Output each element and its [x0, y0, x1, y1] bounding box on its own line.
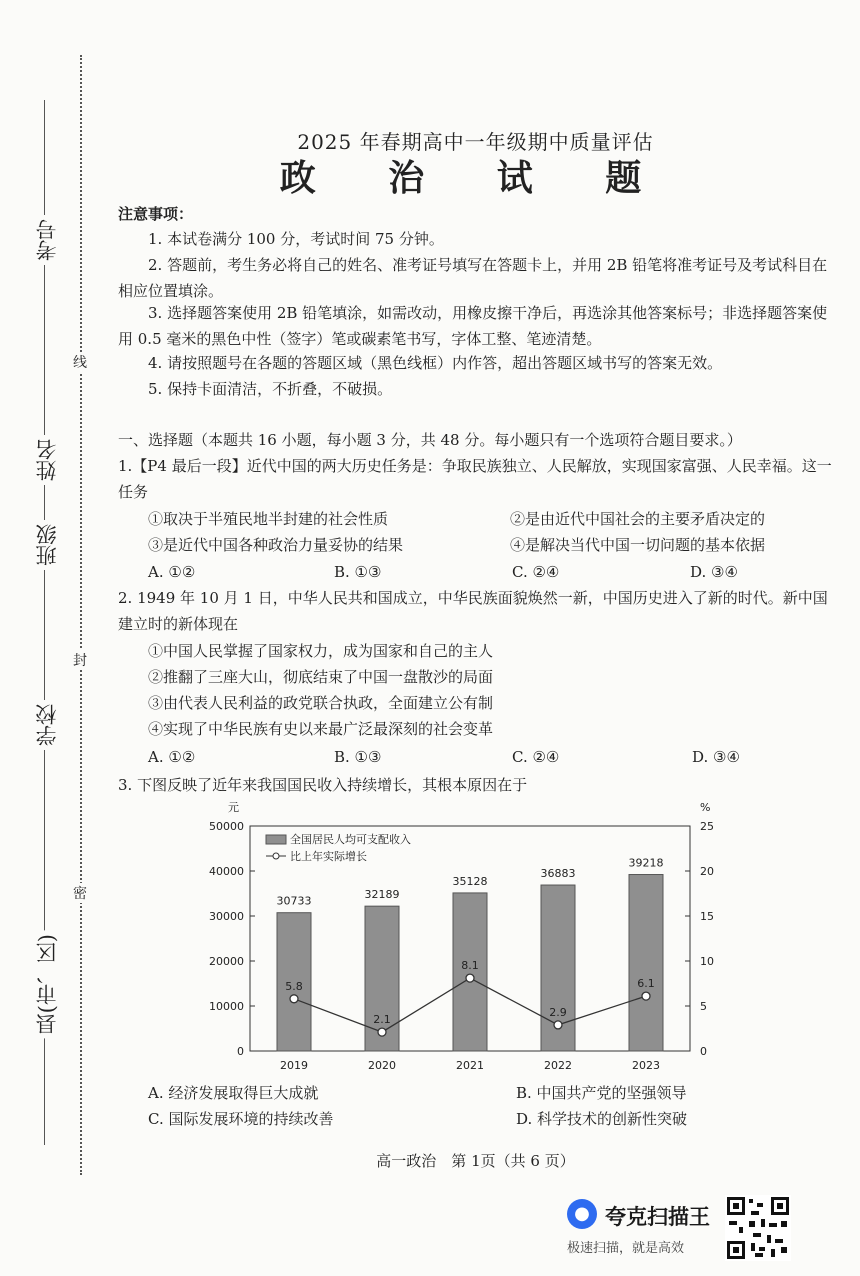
- bar-value-label: 32189: [364, 888, 400, 902]
- brand-tagline: 极速扫描，就是高效: [567, 1241, 685, 1256]
- notes-heading: 注意事项：: [118, 205, 194, 223]
- y-right-tick-label: 10: [700, 955, 714, 968]
- q2-option-a[interactable]: A. ①②: [148, 748, 196, 766]
- question-2-stem: 2. 1949 年 10 月 1 日，中华人民共和国成立，中华民族面貌焕然一新，中国历史进入了新的时代。新中国建立时的新体现在: [118, 589, 828, 633]
- scanner-watermark: [565, 1195, 855, 1265]
- bar-value-label: 36883: [540, 867, 576, 881]
- binding-margin: [0, 0, 100, 1180]
- growth-value-label: 8.1: [461, 959, 479, 973]
- y-left-tick-label: 40000: [209, 865, 244, 878]
- note-item: 5. 保持卡面清洁，不折叠，不破损。: [148, 380, 393, 398]
- q2-option-d[interactable]: D. ③④: [692, 748, 740, 766]
- y-left-unit: 元: [228, 801, 239, 814]
- label-exam-number: 考号: [32, 215, 56, 265]
- bar: [629, 875, 663, 1051]
- label-school: 学校: [32, 700, 56, 750]
- y-right-tick-label: 20: [700, 865, 714, 878]
- bar-value-label: 30733: [276, 894, 312, 908]
- seal-dotted-line: [80, 55, 82, 1175]
- note-item: 2. 答题前，考生务必将自己的姓名、准考证号填写在答题卡上，并用 2B 铅笔将准考证号及考试科目在相应位置填涂。: [118, 256, 828, 300]
- y-left-tick-label: 10000: [209, 1000, 244, 1013]
- legend-line-label: 比上年实际增长: [290, 850, 367, 863]
- note-item: 4. 请按照题号在各题的答题区域（黑色线框）内作答，超出答题区域书写的答案无效。: [148, 354, 723, 372]
- y-left-tick-label: 30000: [209, 910, 244, 923]
- x-tick-label: 2021: [456, 1059, 484, 1072]
- q1-statement: ④是解决当代中国一切问题的基本依据: [510, 536, 766, 554]
- bar-value-label: 35128: [452, 874, 488, 888]
- quark-logo-icon: ●: [567, 1199, 597, 1229]
- q3-option-b[interactable]: B. 中国共产党的坚强领导: [516, 1084, 687, 1102]
- question-3-stem: 3. 下图反映了近年来我国国民收入持续增长，其根本原因在于: [118, 776, 528, 794]
- section-heading: 一、选择题（本题共 16 小题，每小题 3 分，共 48 分。每小题只有一个选项符合题目要求。）: [118, 431, 742, 449]
- label-county: 县(市、区): [32, 930, 56, 1038]
- growth-value-label: 2.1: [373, 1013, 391, 1027]
- q3-option-c[interactable]: C. 国际发展环境的持续改善: [148, 1110, 334, 1128]
- q1-option-b[interactable]: B. ①③: [334, 563, 382, 581]
- growth-point: [290, 995, 298, 1003]
- label-name: 姓名: [32, 435, 56, 485]
- x-tick-label: 2023: [632, 1059, 660, 1072]
- x-tick-label: 2022: [544, 1059, 572, 1072]
- q2-statement: ②推翻了三座大山，彻底结束了中国一盘散沙的局面: [148, 668, 494, 686]
- q2-option-b[interactable]: B. ①③: [334, 748, 382, 766]
- x-tick-label: 2020: [368, 1059, 396, 1072]
- brand-name: 夸克扫描王: [605, 1205, 710, 1229]
- q2-statement: ④实现了中华民族有史以来最广泛最深刻的社会变革: [148, 720, 494, 738]
- q3-option-d[interactable]: D. 科学技术的创新性突破: [516, 1110, 688, 1128]
- legend-bar-swatch: [266, 835, 286, 844]
- growth-point: [378, 1028, 386, 1036]
- y-right-tick-label: 25: [700, 820, 714, 833]
- y-left-tick-label: 20000: [209, 955, 244, 968]
- y-left-tick-label: 0: [237, 1045, 244, 1058]
- y-right-tick-label: 0: [700, 1045, 707, 1058]
- seal-char-line: 线: [70, 352, 90, 372]
- q2-statement: ①中国人民掌握了国家权力，成为国家和自己的主人: [148, 642, 494, 660]
- question-1-stem: 1.【P4 最后一段】近代中国的两大历史任务是：争取民族独立、人民解放，实现国家富强、人民幸福。这一任务: [118, 457, 832, 501]
- q1-option-d[interactable]: D. ③④: [690, 563, 738, 581]
- bar-value-label: 39218: [628, 856, 664, 870]
- q1-option-c[interactable]: C. ②④: [512, 563, 560, 581]
- y-right-unit: %: [700, 801, 711, 814]
- seal-char-seal: 封: [70, 650, 90, 670]
- income-chart: [200, 796, 740, 1078]
- q1-statement: ②是由近代中国社会的主要矛盾决定的: [510, 510, 766, 528]
- qr-code-icon: [725, 1195, 791, 1261]
- growth-value-label: 5.8: [285, 979, 303, 993]
- q2-statement: ③由代表人民利益的政党联合执政，全面建立公有制: [148, 694, 494, 712]
- q2-option-c[interactable]: C. ②④: [512, 748, 560, 766]
- q1-option-a[interactable]: A. ①②: [148, 563, 196, 581]
- growth-point: [466, 974, 474, 982]
- note-item: 3. 选择题答案使用 2B 铅笔填涂，如需改动，用橡皮擦干净后，再选涂其他答案标号；非选择题答案使用 0.5 毫米的黑色中性（签字）笔或碳素笔书写，字体工整、笔迹清楚。: [118, 304, 828, 348]
- label-class: 班级: [32, 520, 56, 570]
- note-item: 1. 本试卷满分 100 分，考试时间 75 分钟。: [148, 230, 444, 248]
- y-right-tick-label: 5: [700, 1000, 707, 1013]
- exam-subtitle: 2025 年春期高中一年级期中质量评估: [297, 130, 654, 154]
- growth-point: [642, 992, 650, 1000]
- q1-statement: ③是近代中国各种政治力量妥协的结果: [148, 536, 404, 554]
- exam-title: 政 治 试 题: [279, 157, 672, 199]
- legend-bar-label: 全国居民人均可支配收入: [290, 833, 411, 846]
- y-right-tick-label: 15: [700, 910, 714, 923]
- q3-option-a[interactable]: A. 经济发展取得巨大成就: [148, 1084, 319, 1102]
- growth-value-label: 2.9: [549, 1005, 567, 1019]
- q1-statement: ①取决于半殖民地半封建的社会性质: [148, 510, 389, 528]
- x-tick-label: 2019: [280, 1059, 308, 1072]
- y-left-tick-label: 50000: [209, 820, 244, 833]
- page-footer: 高一政治 第 1页（共 6 页）: [376, 1152, 575, 1170]
- legend-line-marker: [273, 853, 279, 859]
- seal-char-secret: 密: [70, 883, 90, 903]
- growth-point: [554, 1021, 562, 1029]
- growth-value-label: 6.1: [637, 977, 655, 991]
